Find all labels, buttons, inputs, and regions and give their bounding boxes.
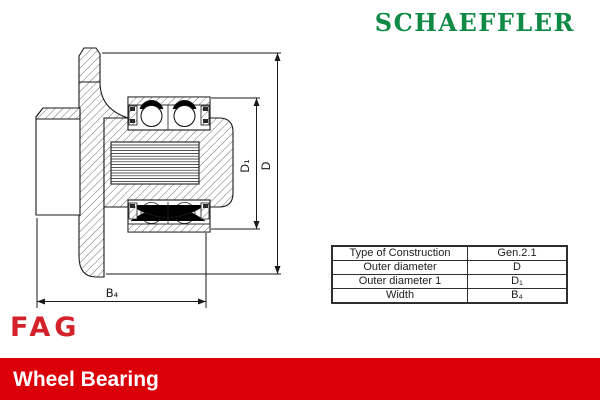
product-title: Wheel Bearing bbox=[13, 367, 159, 391]
spline-section bbox=[111, 142, 199, 184]
table-row bbox=[332, 246, 567, 261]
fag-logo: FAG bbox=[10, 312, 81, 343]
table-row bbox=[332, 289, 567, 304]
footer-banner bbox=[0, 358, 600, 400]
hub-stud bbox=[79, 48, 100, 82]
spec-label: Outer diameter 1 bbox=[332, 275, 468, 289]
table-row bbox=[332, 275, 567, 289]
spec-value: D bbox=[468, 261, 568, 275]
spec-label: Type of Construction bbox=[332, 246, 468, 261]
table-row bbox=[332, 261, 567, 275]
spec-label: Width bbox=[332, 289, 468, 304]
spec-table bbox=[331, 245, 568, 304]
dimension-label-d1: D₁ bbox=[238, 159, 252, 173]
spec-label: Outer diameter bbox=[332, 261, 468, 275]
dimension-label-d: D bbox=[259, 161, 273, 171]
dimension-label-b4: B₄ bbox=[105, 286, 119, 300]
spec-value: Gen.2.1 bbox=[468, 246, 568, 261]
spec-value: B₄ bbox=[468, 289, 568, 304]
bottom-bearing bbox=[128, 200, 210, 232]
spec-value: D₁ bbox=[468, 275, 568, 289]
wheel-flange bbox=[36, 108, 80, 215]
technical-drawing bbox=[0, 0, 310, 330]
top-bearing bbox=[128, 97, 210, 130]
schaeffler-logo: SCHAEFFLER bbox=[374, 8, 575, 37]
